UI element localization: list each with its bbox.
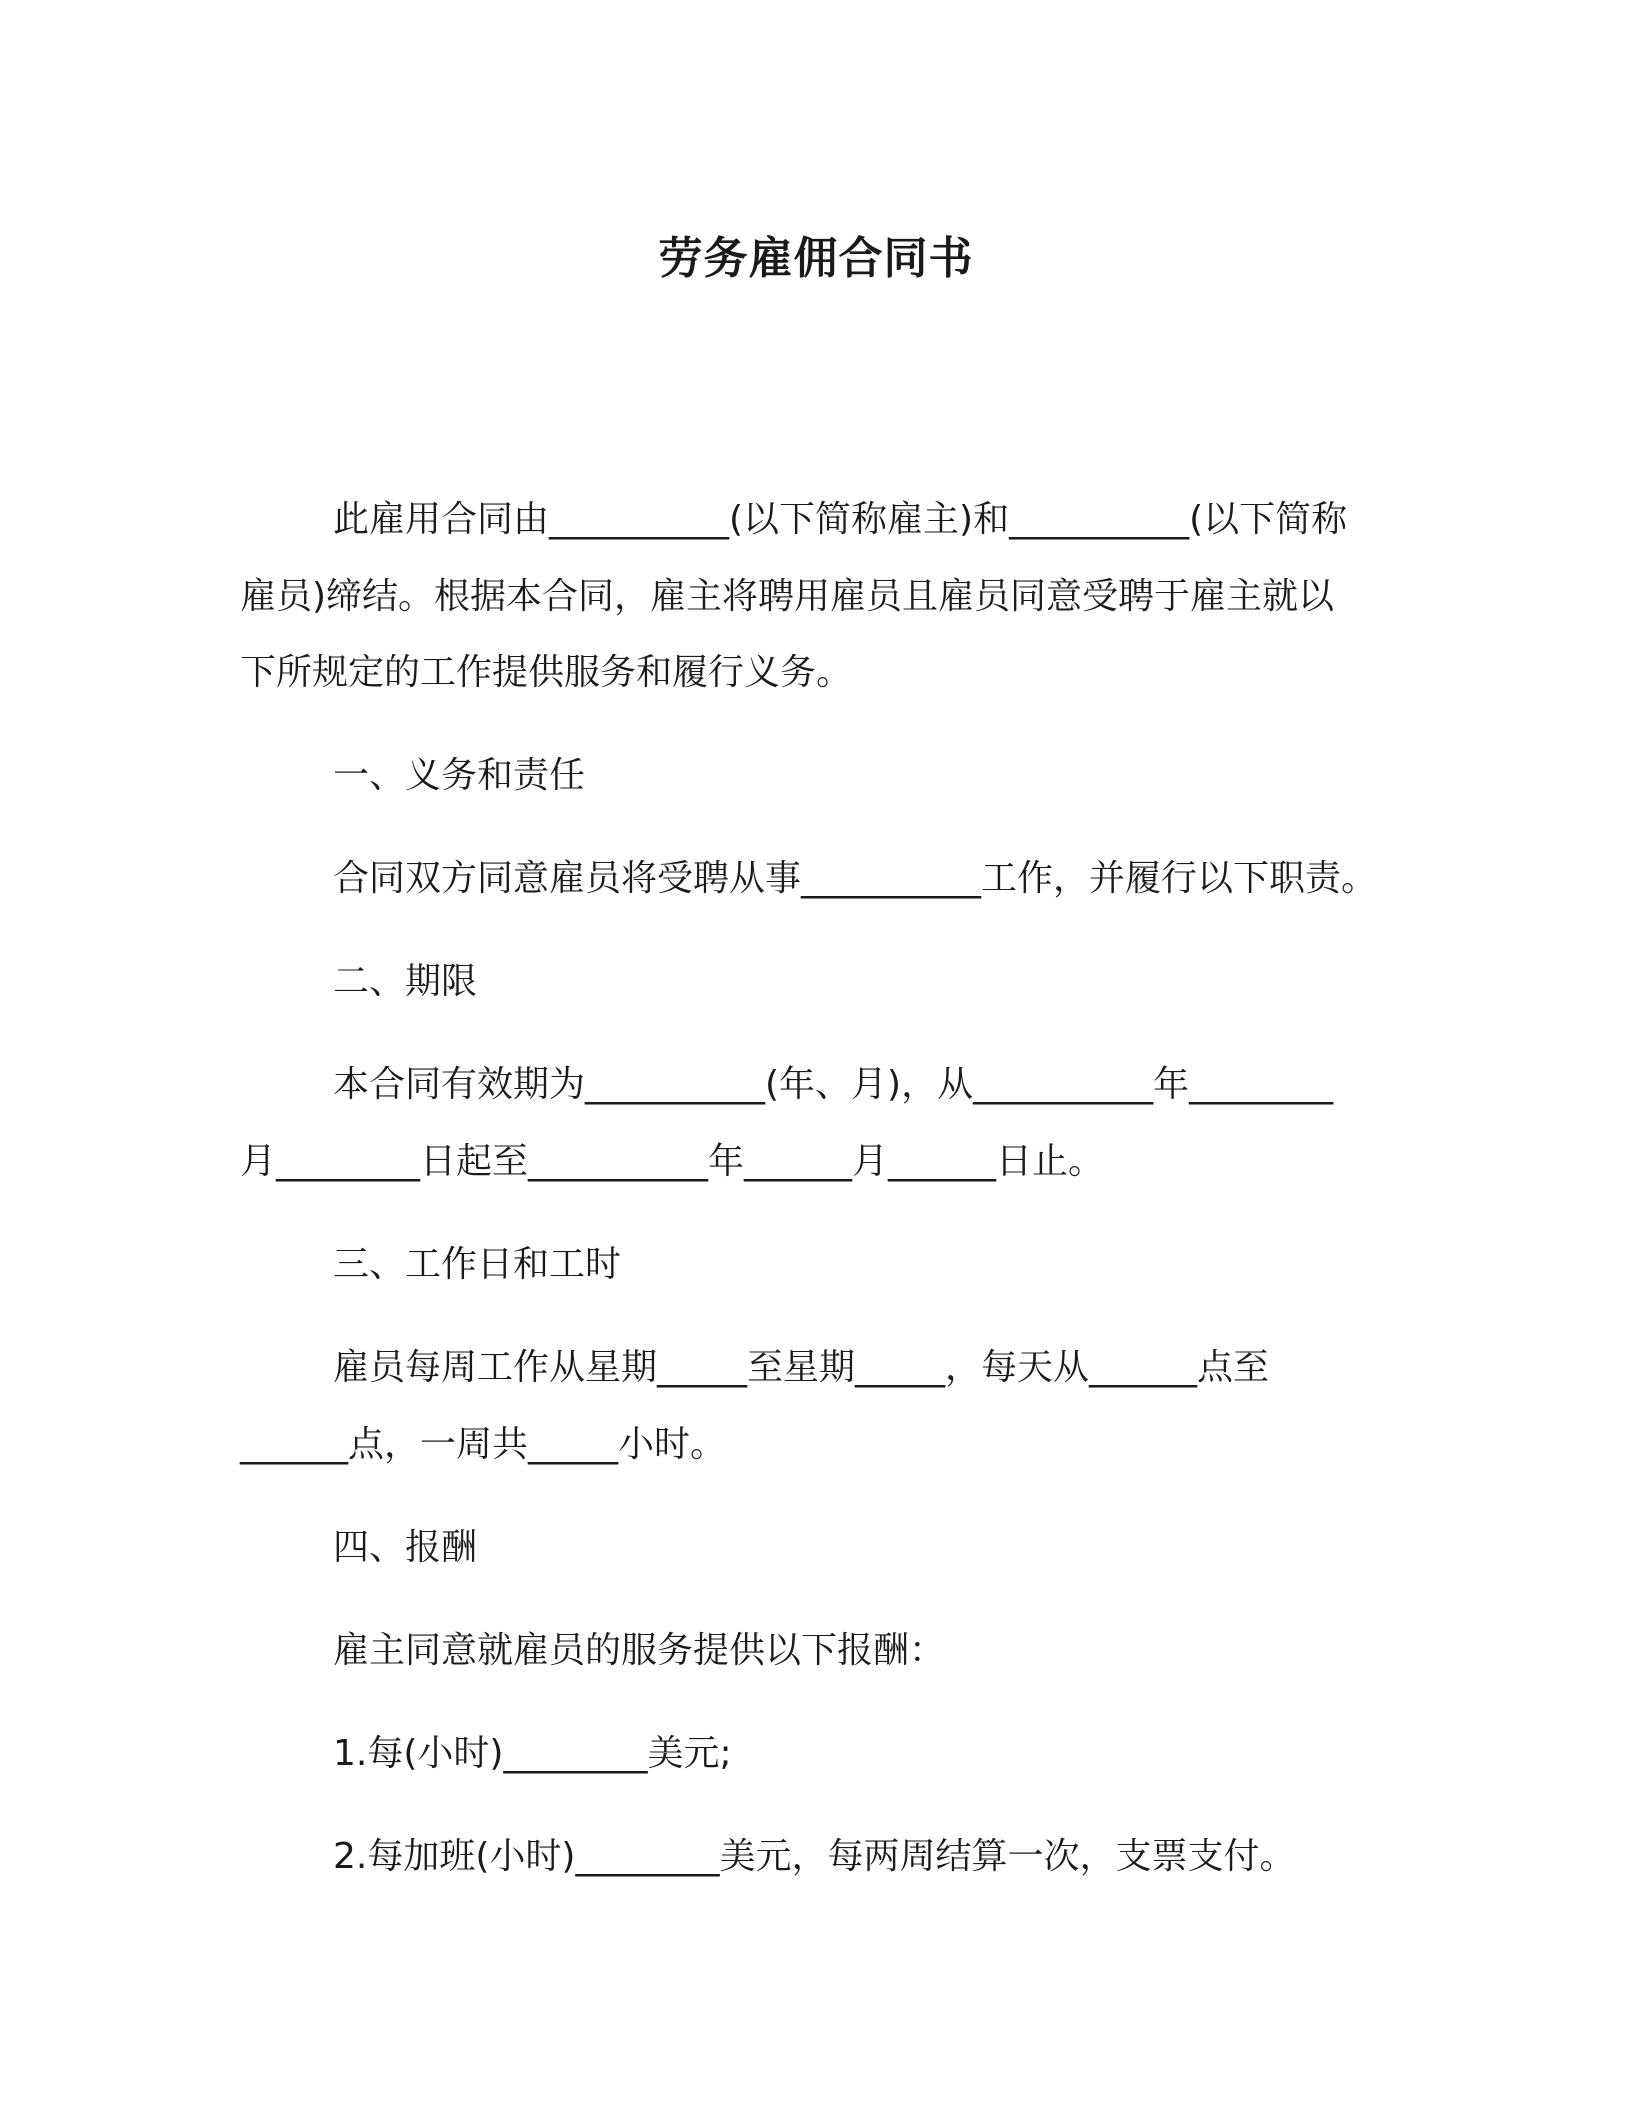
section-1-heading: 一、义务和责任 [333, 755, 586, 796]
section-2-line-1: 本合同有效期为__________(年、月)，从__________年________ [333, 1064, 1334, 1105]
section-3-line-1: 雇员每周工作从星期_____至星期_____，每天从______点至 [333, 1347, 1270, 1388]
section-4-item-1: 1.每(小时)________美元; [333, 1733, 732, 1774]
section-4-item-2: 2.每加班(小时)________美元，每两周结算一次，支票支付。 [333, 1836, 1296, 1877]
intro-line-1: 此雇用合同由__________(以下简称雇主)和__________(以下简称 [333, 499, 1348, 540]
section-4-text: 雇主同意就雇员的服务提供以下报酬： [333, 1630, 946, 1671]
section-1-text: 合同双方同意雇员将受聘从事__________工作，并履行以下职责。 [333, 858, 1378, 899]
intro-line-3: 下所规定的工作提供服务和履行义务。 [240, 652, 853, 693]
section-4-heading: 四、报酬 [333, 1527, 478, 1568]
section-2-line-2: 月________日起至__________年______月______日止。 [240, 1141, 1105, 1182]
section-3-heading: 三、工作日和工时 [333, 1244, 622, 1285]
section-2-heading: 二、期限 [333, 961, 478, 1002]
document-title: 劳务雇佣合同书 [658, 233, 974, 284]
section-3-line-2: ______点，一周共_____小时。 [240, 1424, 727, 1465]
intro-line-2: 雇员)缔结。根据本合同，雇主将聘用雇员且雇员同意受聘于雇主就以 [240, 576, 1335, 617]
